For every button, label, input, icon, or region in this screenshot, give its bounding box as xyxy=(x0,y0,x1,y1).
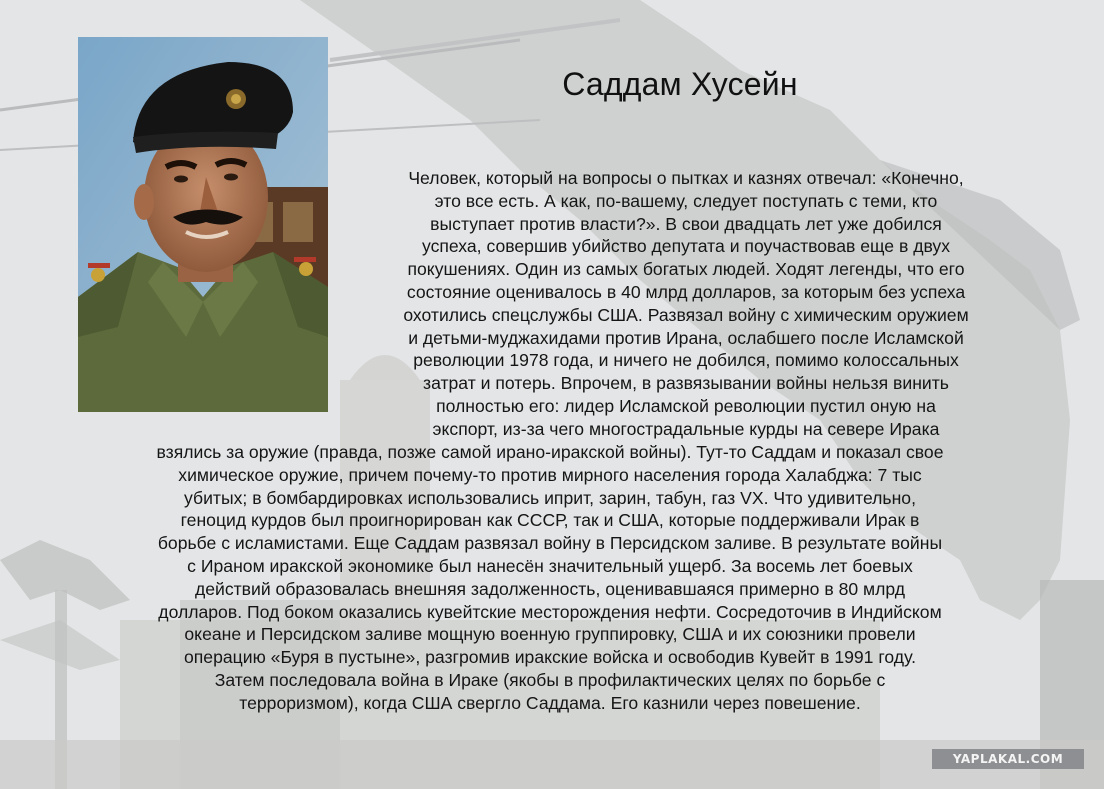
biography-text-bottom xyxy=(60,441,1040,715)
text-line: выступает против власти?». В свои двадцать лет уже добился xyxy=(430,213,942,234)
text-line: взялись за оружие (правда, позже самой ирано-иракской войны). Тут-то Саддам и показал свое xyxy=(156,442,944,462)
text-line: терроризмом), когда США свергло Саддама. Его казнили через повешение. xyxy=(239,692,861,713)
text-line: охотились спецслужбы США. Развязал войну с химическим оружием xyxy=(403,304,969,325)
text-line: затрат и потерь. Впрочем, в развязывании войны нельзя винить xyxy=(423,373,949,394)
text-line: океане и Персидском заливе мощную военную группировку, США и их союзники провели xyxy=(184,624,916,645)
text-line: геноцид курдов был проигнорирован как СССР, так и США, которые поддерживали Ирак в xyxy=(180,510,920,531)
watermark-badge: YAPLAKAL.COM xyxy=(932,749,1084,769)
text-line: с Ираном иракской экономике был нанесён значительный ущерб. За восемь лет боевых xyxy=(187,555,913,576)
text-line: это все есть. А как, по-вашему, следует поступать с теми, кто xyxy=(434,190,938,211)
text-line: и детьми-муджахидами против Ирана, ослабшего после Исламской xyxy=(408,327,964,348)
text-line: экспорт, из-за чего многострадальные курды на севере Ирака xyxy=(432,418,940,439)
text-line: полностью его: лидер Исламской революции пустил оную на xyxy=(436,395,936,416)
text-line: Затем последовала война в Ираке (якобы в профилактических целях по борьбе с xyxy=(214,669,886,690)
portrait-photo xyxy=(78,37,328,412)
text-line: состояние оценивалось в 40 млрд долларов, за которым без успеха xyxy=(406,281,966,302)
biography-text-top xyxy=(336,167,1036,441)
text-line: борьбе с исламистами. Еще Саддам развязал войну в Персидском заливе. В результате войны xyxy=(157,533,943,554)
text-line: действий образовалась внешняя задолженность, оценивавшаяся примерно в 80 млрд xyxy=(194,578,906,599)
text-line: химическое оружие, причем почему-то против мирного населения города Халабджа: 7 тыс xyxy=(178,464,922,485)
text-line: долларов. Под боком оказались кувейтские месторождения нефти. Сосредоточив в Индийском xyxy=(158,601,942,622)
text-line: операцию «Буря в пустыне», разгромив иракские войска и освободив Кувейт в 1991 году. xyxy=(184,647,916,668)
text-line: покушениях. Один из самых богатых людей. Ходят легенды, что его xyxy=(407,259,965,280)
page-title: Саддам Хусейн xyxy=(562,66,798,102)
text-line: убитых; в бомбардировках использовались иприт, зарин, табун, газ VX. Что удивительно, xyxy=(184,487,916,508)
text-line: революции 1978 года, и ничего не добился, помимо колоссальных xyxy=(413,350,959,371)
text-line: успеха, совершив убийство депутата и поучаствовав еще в двух xyxy=(421,236,951,257)
text-line: Человек, который на вопросы о пытках и казнях отвечал: «Конечно, xyxy=(408,168,964,188)
